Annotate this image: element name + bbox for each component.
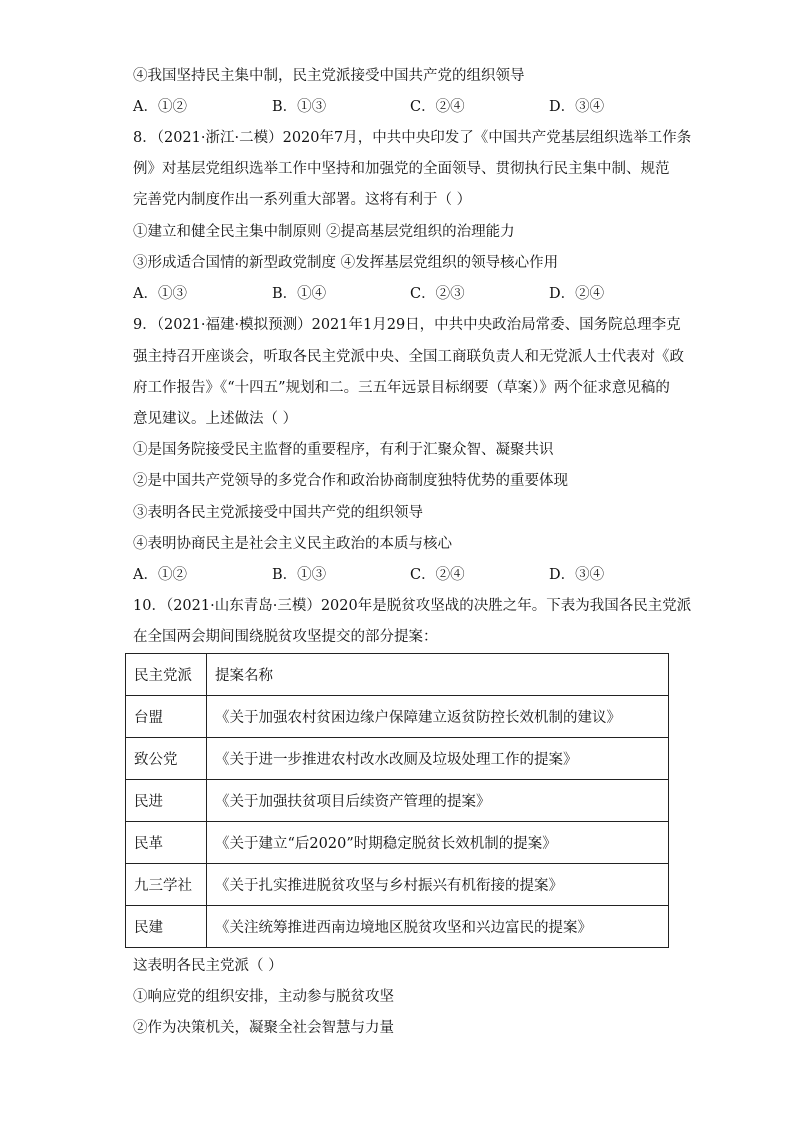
table-row [126, 738, 669, 780]
proposal-cell: 《关注统筹推进西南边境地区脱贫攻坚和兴边富民的提案》 [207, 906, 669, 948]
party-cell: 九三学社 [126, 864, 207, 906]
question-9-stem-line-2: 强主持召开座谈会，听取各民主党派中央、全国工商联负责人和无党派人士代表对《政 [133, 349, 684, 365]
header-party: 民主党派 [126, 654, 207, 696]
question-9-statement-1: ①是国务院接受民主监督的重要程序，有利于汇聚众智、凝聚共识 [133, 442, 554, 458]
question-10-statement-2: ②作为决策机关，凝聚全社会智慧与力量 [133, 1020, 394, 1036]
question-9-statement-3: ③表明各民主党派接受中国共产党的组织领导 [133, 505, 423, 521]
choice-d: D．③④ [549, 99, 605, 115]
question-10-stem-line-1: 10．（2021·山东青岛·三模）2020年是脱贫攻坚战的决胜之年。下表为我国各民主党派 [133, 598, 692, 614]
choice-c: C．②④ [410, 99, 465, 115]
party-cell: 致公党 [126, 738, 207, 780]
party-cell: 台盟 [126, 696, 207, 738]
party-cell: 民革 [126, 822, 207, 864]
choice-a: A．①② [133, 99, 187, 115]
choice-d: D．③④ [549, 567, 605, 583]
proposal-cell: 《关于加强扶贫项目后续资产管理的提案》 [207, 780, 669, 822]
question-8-statements-3-4: ③形成适合国情的新型政党制度 ④发挥基层党组织的领导核心作用 [133, 255, 559, 271]
header-proposal: 提案名称 [207, 654, 669, 696]
table-row [126, 822, 669, 864]
party-cell: 民进 [126, 780, 207, 822]
choice-b: B．①③ [272, 567, 327, 583]
choice-a: A．①③ [133, 286, 187, 302]
choice-b: B．①③ [272, 99, 327, 115]
question-7-option-4: ④我国坚持民主集中制，民主党派接受中国共产党的组织领导 [133, 68, 525, 84]
question-8-stem-line-1: 8．（2021·浙江·二模）2020年7月，中共中央印发了《中国共产党基层组织选举工作条 [133, 130, 692, 146]
proposal-cell: 《关于加强农村贫困边缘户保障建立返贫防控长效机制的建议》 [207, 696, 669, 738]
question-7-choices [133, 97, 693, 117]
question-8-stem-line-3: 完善党内制度作出一系列重大部署。这将有利于（ ） [133, 192, 472, 208]
choice-a: A．①② [133, 567, 187, 583]
table-row [126, 780, 669, 822]
question-8-statements-1-2: ①建立和健全民主集中制原则 ②提高基层党组织的治理能力 [133, 224, 515, 240]
choice-c: C．②④ [410, 567, 465, 583]
choice-b: B．①④ [272, 286, 327, 302]
question-9-choices [133, 565, 693, 585]
question-9-stem-line-4: 意见建议。上述做法（ ） [133, 411, 298, 427]
table-row [126, 906, 669, 948]
choice-d: D．②④ [549, 286, 605, 302]
party-cell: 民建 [126, 906, 207, 948]
question-9-statement-4: ④表明协商民主是社会主义民主政治的本质与核心 [133, 536, 452, 552]
question-9-stem-line-3: 府工作报告》《“十四五”规划和二。三五年远景目标纲要（草案）》两个征求意见稿的 [133, 380, 670, 396]
question-10-statement-1: ①响应党的组织安排，主动参与脱贫攻坚 [133, 989, 394, 1005]
table-row [126, 864, 669, 906]
choice-c: C．②③ [410, 286, 465, 302]
proposal-cell: 《关于进一步推进农村改水改厕及垃圾处理工作的提案》 [207, 738, 669, 780]
question-8-stem-line-2: 例》对基层党组织选举工作中坚持和加强党的全面领导、贯彻执行民主集中制、规范 [133, 161, 670, 177]
question-10-prompt: 这表明各民主党派（ ） [133, 958, 283, 974]
table-header-row [126, 654, 669, 696]
proposal-cell: 《关于扎实推进脱贫攻坚与乡村振兴有机衔接的提案》 [207, 864, 669, 906]
proposal-cell: 《关于建立“后2020”时期稳定脱贫长效机制的提案》 [207, 822, 669, 864]
question-9-stem-line-1: 9．（2021·福建·模拟预测）2021年1月29日，中共中央政治局常委、国务院总理李克 [133, 317, 681, 333]
table-row [126, 696, 669, 738]
proposal-table [125, 653, 669, 948]
question-10-stem-line-2: 在全国两会期间围绕脱贫攻坚提交的部分提案： [133, 629, 438, 645]
question-8-choices [133, 284, 693, 304]
question-9-statement-2: ②是中国共产党领导的多党合作和政治协商制度独特优势的重要体现 [133, 473, 568, 489]
